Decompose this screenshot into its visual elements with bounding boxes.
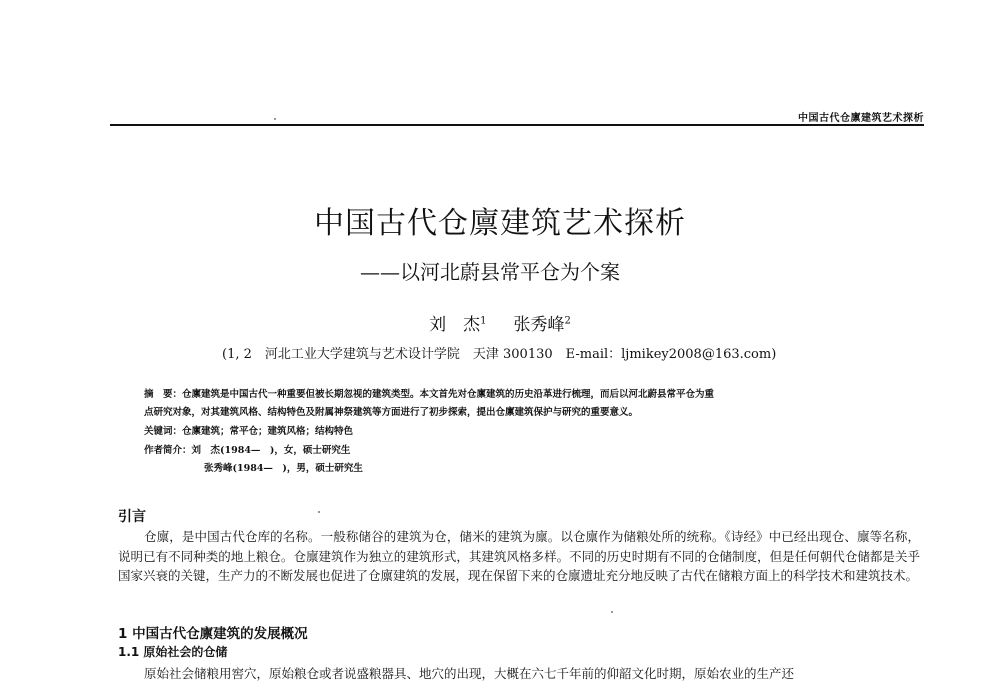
author-line [0,310,1000,335]
body-text-partial: 原始社会储粮用窖穴，原始粮仓或者说盛粮器具、地穴的出现，大概在六七千年前的仰韶文化时期，原始农业的生产还 [144,666,795,681]
affiliation: (1, 2 河北工业大学建筑与艺术设计学院 天津 300130 E-mail：ljmikey2008@163.com) [222,347,777,362]
author-name: 张秀峰 [513,315,565,335]
article-title: 中国古代仓廪建筑艺术探析 [314,206,686,241]
subsection-heading: 1.1 原始社会的仓储 [118,645,228,659]
scan-speck [274,118,276,120]
keywords: 关键词：仓廪建筑；常平仓；建筑风格；结构特色 [144,426,354,437]
header-rule [110,124,924,126]
author-affil-mark: 1 [480,315,487,327]
intro-paragraph: 仓廪，是中国古代仓库的名称。一般称储谷的建筑为仓，储米的建筑为廪。以仓廪作为储粮处所的统称。《诗经》中已经出现仓、廪等名称，说明已有不同种类的地上粮仓。仓廪建筑作为独立的建筑形式，其建筑风格多样。不同的历史时期有不同的仓储制度，但是任何朝代仓储都是关乎国家兴衰的关键，生产力的不断发展也促进了仓廪建筑的发展，现在保留下来的仓廪遗址充分地反映了古代在储粮方面上的科学技术和建筑技术。 [118,529,920,583]
author-affil-mark: 2 [564,315,571,327]
author-info: 张秀峰(1984— )，男，硕士研究生 [204,463,363,474]
intro-heading: 引言 [118,509,146,525]
scan-speck [318,511,320,513]
article-subtitle: ——以河北蔚县常平仓为个案 [360,260,620,284]
author-name: 刘 杰 [429,315,481,335]
abstract-line: 摘 要：仓廪建筑是中国古代一种重要但被长期忽视的建筑类型。本文首先对仓廪建筑的历史沿革进行梳理，而后以河北蔚县常平仓为重 [144,389,715,400]
scan-speck [611,611,613,613]
section-heading: 1 中国古代仓廪建筑的发展概况 [118,626,308,642]
running-header: 中国古代仓廪建筑艺术探析 [798,113,924,124]
author-info: 作者简介：刘 杰(1984— )，女，硕士研究生 [144,445,351,456]
abstract-line: 点研究对象，对其建筑风格、结构特色及附属神祭建筑等方面进行了初步探索，提出仓廪建筑保护与研究的重要意义。 [144,407,639,418]
